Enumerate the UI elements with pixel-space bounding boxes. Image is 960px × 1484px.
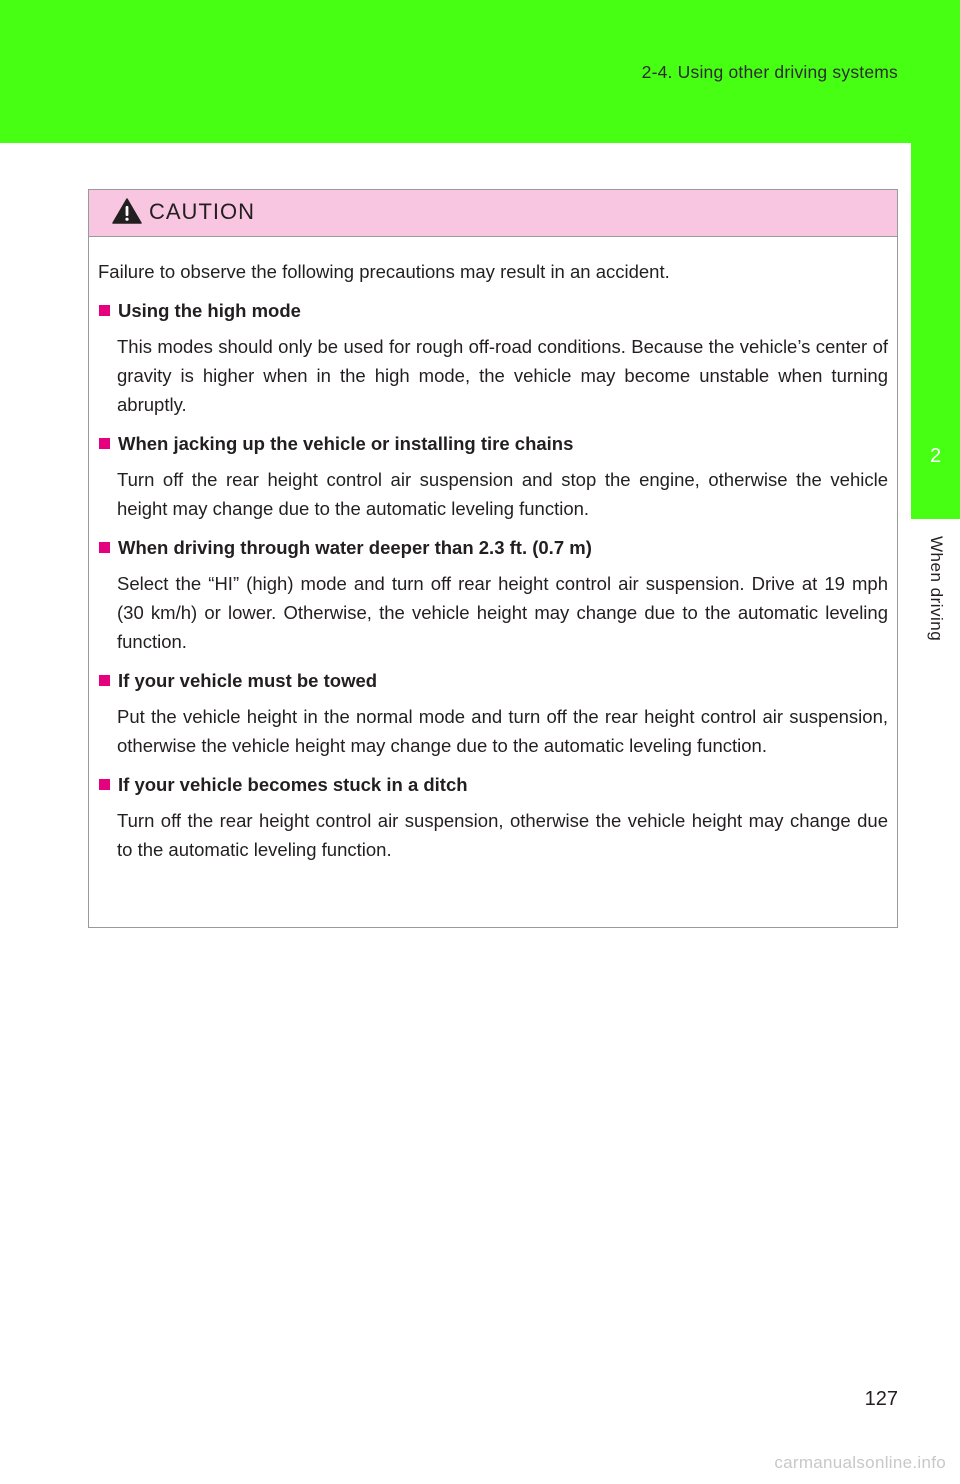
chapter-tab	[911, 143, 960, 519]
caution-item	[98, 429, 888, 523]
caution-item	[98, 296, 888, 419]
chapter-label: When driving	[927, 536, 946, 642]
caution-item-heading: When driving through water deeper than 2.3 ft. (0.7 m)	[118, 537, 592, 558]
caution-item-text: Turn off the rear height control air suspension, otherwise the vehicle height may change due to the automatic leveling function.	[117, 810, 888, 860]
caution-item-text: Put the vehicle height in the normal mode and turn off the rear height control air suspension, otherwise the vehicle height may change due to the automatic leveling function.	[117, 706, 888, 756]
chapter-number: 2	[929, 445, 942, 467]
warning-triangle-icon	[112, 198, 142, 224]
caution-header	[89, 190, 897, 237]
caution-item-text: This modes should only be used for rough off-road conditions. Because the vehicle’s center of gravity is higher when in the high mode, the vehicle may become unstable when turning abruptly.	[117, 336, 888, 415]
caution-item-heading: If your vehicle must be towed	[118, 670, 378, 691]
watermark-text: carmanualsonline.info	[774, 1453, 946, 1472]
caution-item	[98, 533, 888, 656]
caution-item-text: Select the “HI” (high) mode and turn off rear height control air suspension. Drive at 19 mph (30 km/h) or lower. Otherwise, the vehicle height may change due to the automatic leveling function.	[117, 573, 888, 652]
square-bullet-icon	[99, 542, 110, 553]
page-number: 127	[864, 1388, 898, 1410]
caution-item	[98, 770, 888, 864]
caution-body	[89, 237, 897, 864]
caution-item-text: Turn off the rear height control air suspension and stop the engine, otherwise the vehicle height may change due to the automatic leveling function.	[117, 469, 888, 519]
section-title: 2-4. Using other driving systems	[641, 62, 898, 82]
square-bullet-icon	[99, 305, 110, 316]
caution-title: CAUTION	[149, 199, 255, 224]
caution-item-heading: If your vehicle becomes stuck in a ditch	[118, 774, 468, 795]
square-bullet-icon	[99, 438, 110, 449]
caution-item-heading: Using the high mode	[118, 300, 301, 321]
caution-item-heading: When jacking up the vehicle or installing tire chains	[118, 433, 574, 454]
caution-box	[88, 189, 898, 928]
square-bullet-icon	[99, 675, 110, 686]
caution-intro: Failure to observe the following precautions may result in an accident.	[98, 261, 670, 282]
header-band	[0, 0, 960, 143]
caution-item	[98, 666, 888, 760]
square-bullet-icon	[99, 779, 110, 790]
